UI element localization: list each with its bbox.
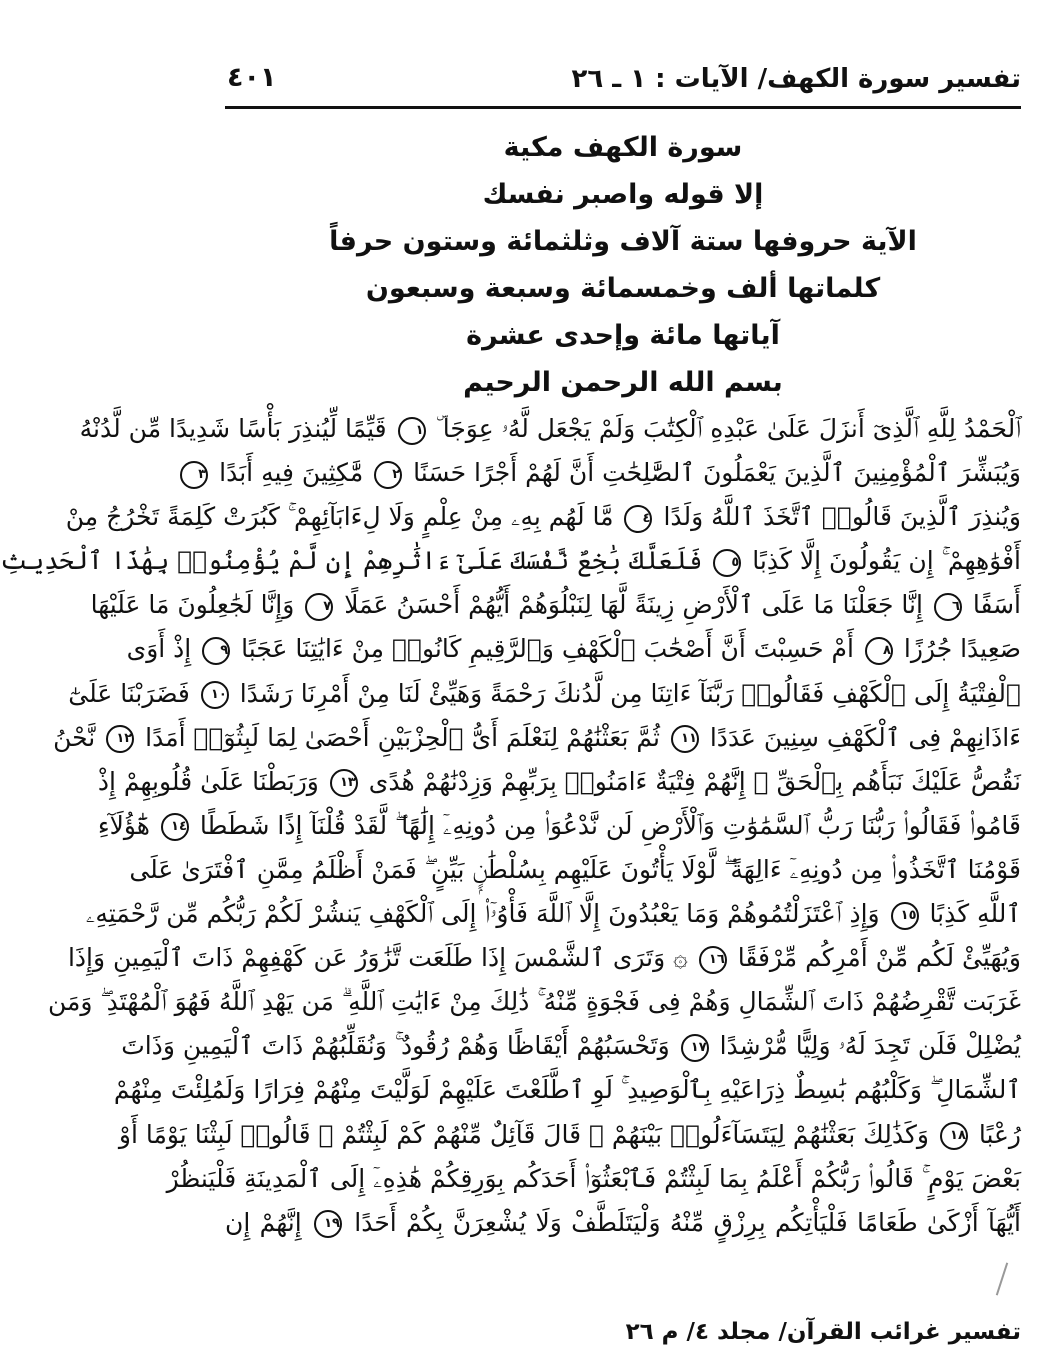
verse-text: ٱللَّهِ كَذِبًا — [929, 899, 1021, 929]
page-number: ٤٠١ — [227, 62, 277, 93]
ayah-number-marker: ٧ — [305, 593, 333, 621]
surah-intro — [229, 124, 1017, 406]
verse-text: مَّٰكِثِينَ فِيهِ أَبَدًا — [219, 458, 364, 488]
page-footer: تفسير غرائب القرآن/ مجلد ٤/ م ٢٦ — [625, 1319, 1021, 1345]
ayah-number-marker: ٩ — [202, 637, 230, 665]
verse-line — [67, 936, 1021, 980]
ayah-number-marker: ١٣ — [330, 769, 358, 797]
verse-line — [198, 451, 1021, 495]
verse-line — [47, 980, 1021, 1024]
verse-line — [126, 627, 1021, 671]
verse-line — [166, 1157, 1021, 1201]
verse-line — [97, 760, 1021, 804]
ayah-number-marker: ١٢ — [106, 725, 134, 753]
verse-text: غَرَبَت تَّقْرِضُهُمْ ذَاتَ ٱلشِّمَالِ وَهُمْ فِى فَجْوَةٍ مِّنْهُ ۚ ذَٰلِكَ مِنْ ءَايَٰتِ ٱللَّهِ ۗ مَن يَهْدِ ٱللَّهُ فَهُوَ ٱلْمُهْتَدِ ۖ وَمَن — [47, 987, 1021, 1017]
verse-text: قَيِّمًا لِّيُنذِرَ بَأْسًا شَدِيدًا مِّن لَّدُنْهُ — [79, 414, 387, 443]
verse-line — [53, 716, 1021, 760]
verse-text: ءَاذَانِهِمْ فِى ٱلْكَهْفِ سِنِينَ عَدَدًا — [709, 722, 1021, 752]
ayah-number-marker: ١١ — [671, 725, 699, 753]
verse-text: وَيُهَيِّئْ لَكُم مِّنْ أَمْرِكُم مِّرْفَقًا — [737, 943, 1021, 973]
ayah-number-marker: ١٠ — [201, 681, 229, 709]
surah-letter-count: الآية حروفها ستة آلاف وثلثمائة وستون حرفاً — [329, 226, 917, 257]
verse-text: وَكَذَٰلِكَ بَعَثْنَٰهُمْ لِيَتَسَآءَلُوا۟ بَيْنَهُمْ ۚ قَالَ قَآئِلٌ مِّنْهُمْ كَمْ لَبِثْتُمْ ۖ قَالُوا۟ لَبِثْنَا يَوْمًا أَوْ — [118, 1119, 929, 1149]
header-divider — [225, 106, 1021, 109]
verse-text: إِذْ أَوَى — [126, 634, 192, 664]
verse-text: نَقُصُّ عَلَيْكَ نَبَأَهُم بِٱلْحَقِّ ۚ إِنَّهُمْ فِتْيَةٌ ءَامَنُوا۟ بِرَبِّهِمْ وَزِدْنَٰهُمْ هُدًى — [368, 766, 1021, 796]
ayah-number-marker: ١ — [398, 417, 426, 445]
ayah-number-marker: ٢ — [374, 461, 402, 489]
margin-pencil-mark — [996, 1263, 1008, 1296]
verse-line — [0, 539, 1021, 583]
verse-line — [79, 407, 1021, 451]
quran-text — [0, 407, 1021, 1245]
ayah-number-marker: ١٤ — [161, 813, 189, 841]
surah-title: سورة الكهف مكية — [503, 132, 743, 163]
basmala: بسم الله الرحمن الرحيم — [463, 367, 783, 398]
verse-text: إِنَّهُمْ إِن — [225, 1207, 302, 1237]
ayah-number-marker: ٥ — [713, 549, 741, 577]
surah-exception-note: إلا قوله واصبر نفسك — [482, 179, 764, 210]
verse-line — [90, 583, 1021, 627]
verse-text: هَٰٓؤُلَآءِ — [97, 810, 150, 840]
verse-text: ٱلشِّمَالِ ۖ وَكَلْبُهُم بَٰسِطٌ ذِرَاعَيْهِ بِٱلْوَصِيدِ ۚ لَوِ ٱطَّلَعْتَ عَلَيْهِمْ لَوَلَّيْتَ مِنْهُمْ فِرَارًا وَلَمُلِئْتَ مِنْهُمْ — [113, 1075, 1021, 1105]
verse-text: قَوْمُنَا ٱتَّخَذُوا۟ مِن دُونِهِۦٓ ءَالِهَةً ۖ لَّوْلَا يَأْتُونَ عَلَيْهِم بِسُلْطَٰنٍۭ بَيِّنٍ ۖ فَمَنْ أَظْلَمُ مِمَّنِ ٱفْتَرَىٰ عَلَى — [129, 854, 1021, 884]
verse-text: قَامُوا۟ فَقَالُوا۟ رَبُّنَا رَبُّ ٱلسَّمَٰوَٰتِ وَٱلْأَرْضِ لَن نَّدْعُوَا۟ مِن دُونِهِۦٓ إِلَٰهًا ۖ لَّقَدْ قُلْنَآ إِذًا شَطَطًا — [199, 810, 1021, 840]
verse-text: ٱلْفِتْيَةُ إِلَى ٱلْكَهْفِ فَقَالُوا۟ رَبَّنَآ ءَاتِنَا مِن لَّدُنكَ رَحْمَةً وَهَيِّئْ لَنَا مِنْ أَمْرِنَا رَشَدًا — [239, 678, 1021, 708]
verse-text: أَمْ حَسِبْتَ أَنَّ أَصْحَٰبَ ٱلْكَهْفِ وَٱلرَّقِيمِ كَانُوا۟ مِنْ ءَايَٰتِنَا عَجَبًا — [241, 634, 854, 664]
verse-text: صَعِيدًا جُرُزًا — [903, 634, 1021, 664]
ayah-number-marker: ١٥ — [891, 902, 919, 930]
verse-line — [129, 848, 1021, 892]
verse-line — [113, 1068, 1021, 1112]
verse-text: وَتَحْسَبُهُمْ أَيْقَاظًا وَهُمْ رُقُودٌ ۚ وَنُقَلِّبُهُمْ ذَاتَ ٱلْيَمِينِ وَذَاتَ — [121, 1031, 670, 1061]
verse-text: وَإِذِ ٱعْتَزَلْتُمُوهُمْ وَمَا يَعْبُدُونَ إِلَّا ٱللَّهَ فَأْوُۥٓا۟ إِلَى ٱلْكَهْفِ يَنشُرْ لَكُمْ رَبُّكُم مِّن رَّحْمَتِهِۦ — [85, 899, 880, 929]
verse-text: وَيُنذِرَ ٱلَّذِينَ قَالُوا۟ ٱتَّخَذَ ٱللَّهُ وَلَدًا — [663, 502, 1021, 532]
verse-text: وَرَبَطْنَا عَلَىٰ قُلُوبِهِمْ إِذْ — [97, 766, 319, 796]
verse-text: وَيُبَشِّرَ ٱلْمُؤْمِنِينَ ٱلَّذِينَ يَعْمَلُونَ ٱلصَّٰلِحَٰتِ أَنَّ لَهُمْ أَجْرًا حَسَنًا — [413, 458, 1021, 488]
ayah-number-marker: ٨ — [865, 637, 893, 665]
verse-line — [97, 804, 1021, 848]
ayah-number-marker: ١٦ — [699, 946, 727, 974]
header-title: تفسير سورة الكهف/ الآيات : ١ ـ ٢٦ — [571, 64, 1021, 94]
verse-text: بَعْضَ يَوْمٍ ۚ قَالُوا۟ رَبُّكُمْ أَعْلَمُ بِمَا لَبِثْتُمْ فَٱبْعَثُوٓا۟ أَحَدَكُم بِوَرِقِكُمْ هَٰذِهِۦٓ إِلَى ٱلْمَدِينَةِ فَلْيَنظُرْ — [166, 1163, 1021, 1193]
verse-line — [121, 1024, 1021, 1068]
running-header — [225, 58, 1021, 102]
verse-text: أَفْوَٰهِهِمْ ۚ إِن يَقُولُونَ إِلَّا كَذِبًا — [752, 546, 1021, 576]
verse-text: ثُمَّ بَعَثْنَٰهُمْ لِنَعْلَمَ أَىُّ ٱلْحِزْبَيْنِ أَحْصَىٰ لِمَا لَبِثُوٓا۟ أَمَدًا — [145, 722, 660, 752]
verse-text: ٱلْحَمْدُ لِلَّهِ ٱلَّذِىٓ أَنزَلَ عَلَىٰ عَبْدِهِ ٱلْكِتَٰبَ وَلَمْ يَجْعَل لَّهُۥ عِوَجَا ۜ — [436, 414, 1021, 443]
verse-text: نَّحْنُ — [53, 722, 96, 752]
verse-text: فَضَرَبْنَا عَلَىٰٓ — [68, 678, 190, 708]
ayah-number-marker: ٤ — [624, 505, 652, 533]
verse-text: أَسَفًا — [972, 590, 1021, 620]
ayah-number-marker: ١٨ — [940, 1122, 968, 1150]
verse-text: إِنَّا جَعَلْنَا مَا عَلَى ٱلْأَرْضِ زِينَةً لَّهَا لِنَبْلُوَهُمْ أَيُّهُمْ أَحْسَنُ عَمَلًا — [344, 590, 923, 620]
ayah-number-marker: ٣ — [180, 461, 208, 489]
verse-text: رُعْبًا — [978, 1119, 1021, 1149]
verse-text: يُضْلِلْ فَلَن تَجِدَ لَهُۥ وَلِيًّا مُّرْشِدًا — [719, 1031, 1021, 1061]
ayah-number-marker: ١٧ — [681, 1034, 709, 1062]
ayah-number-marker: ٦ — [934, 593, 962, 621]
surah-verse-count: آياتها مائة وإحدى عشرة — [466, 320, 780, 351]
verse-line — [85, 892, 1021, 936]
verse-text: فَلَعَلَّكَ بَٰخِعٌ نَّفْسَكَ عَلَىٰٓ ءَاثَٰرِهِمْ إِن لَّمْ يُؤْمِنُوا۟ بِهَٰذَا ٱلْحَدِيثِ — [0, 546, 703, 576]
verse-text: ۞ وَتَرَى ٱلشَّمْسَ إِذَا طَلَعَت تَّزَٰوَرُ عَن كَهْفِهِمْ ذَاتَ ٱلْيَمِينِ وَإِذَا — [67, 943, 688, 973]
verse-line — [118, 1113, 1021, 1157]
surah-word-count: كلماتها ألف وخمسمائة وسبعة وسبعون — [365, 273, 881, 304]
verse-text: مَّا لَهُم بِهِۦ مِنْ عِلْمٍ وَلَا لِءَابَآئِهِمْ ۚ كَبُرَتْ كَلِمَةً تَخْرُجُ مِنْ — [65, 502, 614, 532]
verse-line — [65, 495, 1021, 539]
verse-line — [68, 672, 1021, 716]
verse-text: أَيُّهَآ أَزْكَىٰ طَعَامًا فَلْيَأْتِكُم بِرِزْقٍ مِّنْهُ وَلْيَتَلَطَّفْ وَلَا يُشْعِرَنَّ بِكُمْ أَحَدًا — [354, 1207, 1021, 1237]
verse-text: وَإِنَّا لَجَٰعِلُونَ مَا عَلَيْهَا — [90, 590, 295, 620]
ayah-number-marker: ١٩ — [314, 1210, 342, 1238]
verse-line — [225, 1201, 1021, 1245]
